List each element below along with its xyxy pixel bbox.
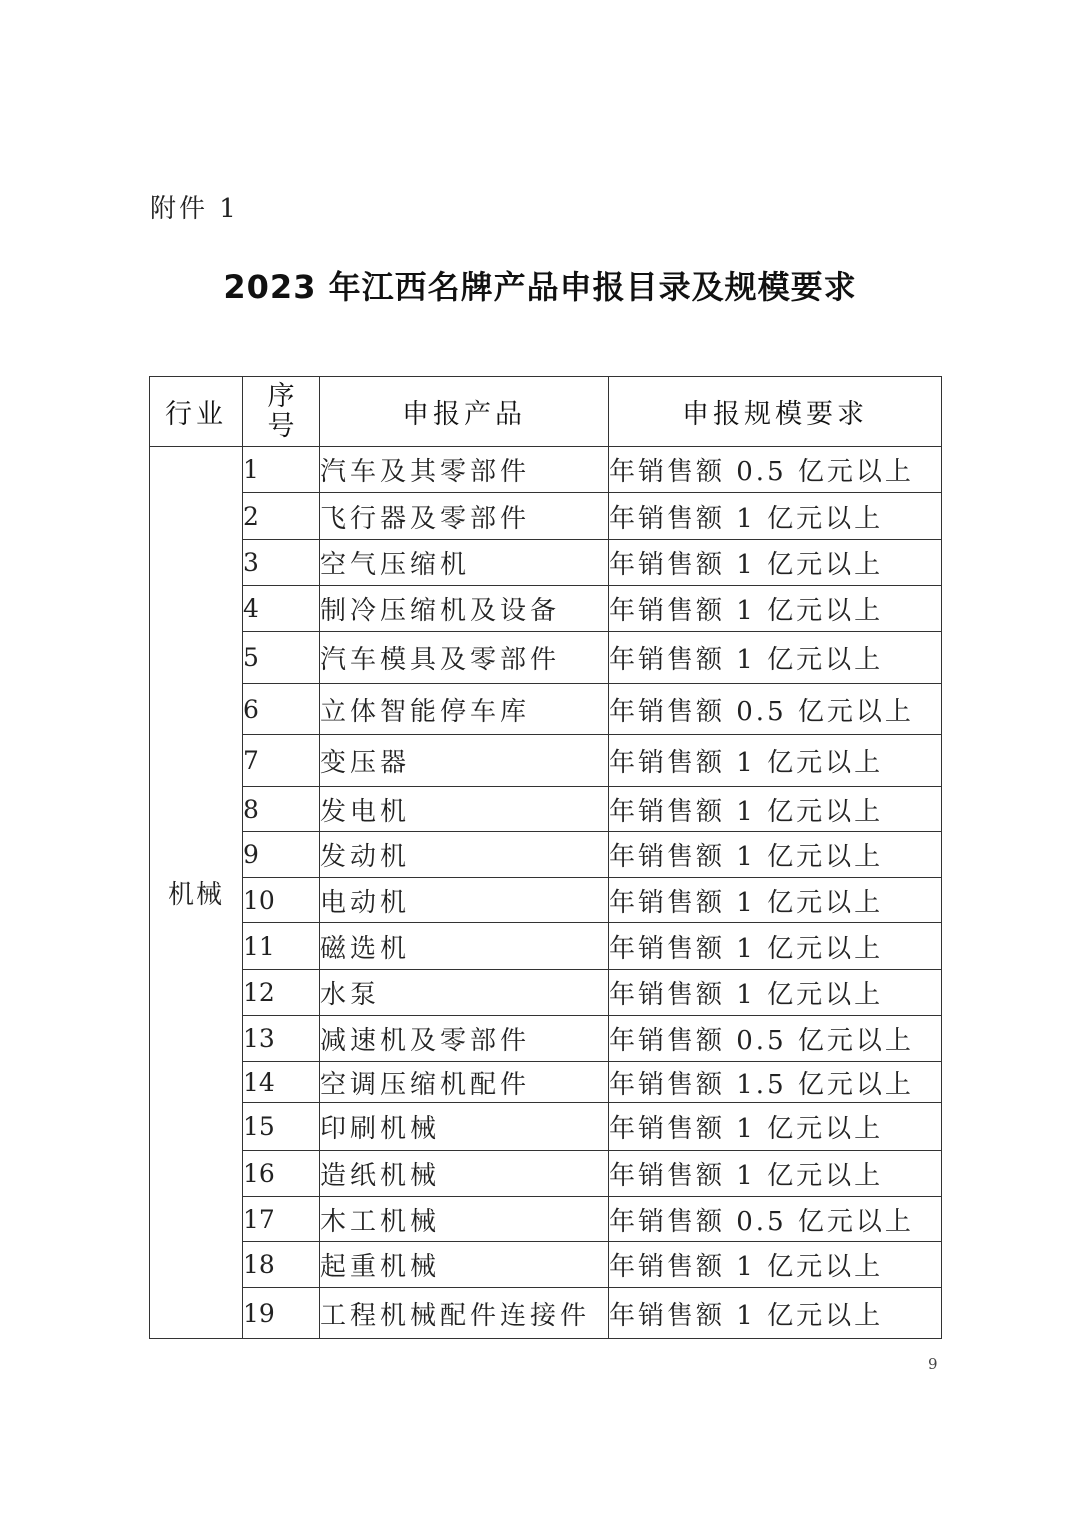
requirement-cell: 年销售额 0.5 亿元以上 <box>609 684 942 735</box>
product-cell: 发电机 <box>320 787 609 832</box>
product-cell: 汽车及其零部件 <box>320 447 609 493</box>
table-header-row <box>150 377 942 447</box>
seq-cell: 5 <box>243 632 320 684</box>
requirement-cell: 年销售额 1.5 亿元以上 <box>609 1062 942 1103</box>
table-row <box>150 1103 942 1151</box>
requirement-cell: 年销售额 1 亿元以上 <box>609 832 942 878</box>
table-row <box>150 970 942 1016</box>
header-seq <box>243 377 320 447</box>
requirement-cell: 年销售额 1 亿元以上 <box>609 493 942 540</box>
seq-cell: 13 <box>243 1016 320 1062</box>
table-row <box>150 1197 942 1242</box>
table-row <box>150 684 942 735</box>
product-cell: 造纸机械 <box>320 1151 609 1197</box>
table-row <box>150 832 942 878</box>
product-cell: 印刷机械 <box>320 1103 609 1151</box>
seq-cell: 10 <box>243 878 320 923</box>
table-row <box>150 447 942 493</box>
requirement-cell: 年销售额 1 亿元以上 <box>609 735 942 787</box>
requirement-cell: 年销售额 1 亿元以上 <box>609 787 942 832</box>
table-row <box>150 878 942 923</box>
product-cell: 水泵 <box>320 970 609 1016</box>
product-catalog-table <box>149 376 942 1339</box>
table-row <box>150 923 942 970</box>
page-title: 2023 年江西名牌产品申报目录及规模要求 <box>223 268 857 306</box>
table-row <box>150 1016 942 1062</box>
table-row <box>150 632 942 684</box>
seq-cell: 4 <box>243 586 320 632</box>
seq-cell: 3 <box>243 540 320 586</box>
page-number: 9 <box>928 1355 938 1373</box>
requirement-cell: 年销售额 1 亿元以上 <box>609 1103 942 1151</box>
table-body <box>150 447 942 1339</box>
product-cell: 发动机 <box>320 832 609 878</box>
requirement-cell: 年销售额 1 亿元以上 <box>609 1288 942 1339</box>
requirement-cell: 年销售额 1 亿元以上 <box>609 1242 942 1288</box>
header-seq-line1: 序 <box>267 380 295 412</box>
table-row <box>150 493 942 540</box>
seq-cell: 14 <box>243 1062 320 1103</box>
header-requirement: 申报规模要求 <box>609 377 942 447</box>
requirement-cell: 年销售额 1 亿元以上 <box>609 586 942 632</box>
seq-cell: 12 <box>243 970 320 1016</box>
table-row <box>150 787 942 832</box>
attachment-label: 附件 1 <box>150 194 239 224</box>
requirement-cell: 年销售额 1 亿元以上 <box>609 540 942 586</box>
industry-cell: 机械 <box>150 447 243 1339</box>
seq-cell: 7 <box>243 735 320 787</box>
requirement-cell: 年销售额 1 亿元以上 <box>609 970 942 1016</box>
seq-cell: 15 <box>243 1103 320 1151</box>
table-row <box>150 540 942 586</box>
table-row <box>150 735 942 787</box>
header-product: 申报产品 <box>320 377 609 447</box>
requirement-cell: 年销售额 0.5 亿元以上 <box>609 1016 942 1062</box>
product-cell: 空气压缩机 <box>320 540 609 586</box>
product-cell: 制冷压缩机及设备 <box>320 586 609 632</box>
seq-cell: 18 <box>243 1242 320 1288</box>
product-cell: 空调压缩机配件 <box>320 1062 609 1103</box>
table-row <box>150 1242 942 1288</box>
product-cell: 工程机械配件连接件 <box>320 1288 609 1339</box>
product-cell: 磁选机 <box>320 923 609 970</box>
table-row <box>150 1062 942 1103</box>
product-cell: 电动机 <box>320 878 609 923</box>
seq-cell: 11 <box>243 923 320 970</box>
product-cell: 木工机械 <box>320 1197 609 1242</box>
product-cell: 飞行器及零部件 <box>320 493 609 540</box>
table-row <box>150 1288 942 1339</box>
seq-cell: 6 <box>243 684 320 735</box>
seq-cell: 1 <box>243 447 320 493</box>
product-cell: 立体智能停车库 <box>320 684 609 735</box>
requirement-cell: 年销售额 1 亿元以上 <box>609 878 942 923</box>
table-row <box>150 586 942 632</box>
header-industry: 行业 <box>150 377 243 447</box>
table-row <box>150 1151 942 1197</box>
product-cell: 减速机及零部件 <box>320 1016 609 1062</box>
requirement-cell: 年销售额 1 亿元以上 <box>609 632 942 684</box>
header-seq-line2: 号 <box>267 410 295 442</box>
seq-cell: 9 <box>243 832 320 878</box>
seq-cell: 19 <box>243 1288 320 1339</box>
requirement-cell: 年销售额 0.5 亿元以上 <box>609 1197 942 1242</box>
product-cell: 变压器 <box>320 735 609 787</box>
seq-cell: 2 <box>243 493 320 540</box>
requirement-cell: 年销售额 1 亿元以上 <box>609 1151 942 1197</box>
product-cell: 起重机械 <box>320 1242 609 1288</box>
product-cell: 汽车模具及零部件 <box>320 632 609 684</box>
requirement-cell: 年销售额 1 亿元以上 <box>609 923 942 970</box>
seq-cell: 17 <box>243 1197 320 1242</box>
seq-cell: 16 <box>243 1151 320 1197</box>
seq-cell: 8 <box>243 787 320 832</box>
requirement-cell: 年销售额 0.5 亿元以上 <box>609 447 942 493</box>
